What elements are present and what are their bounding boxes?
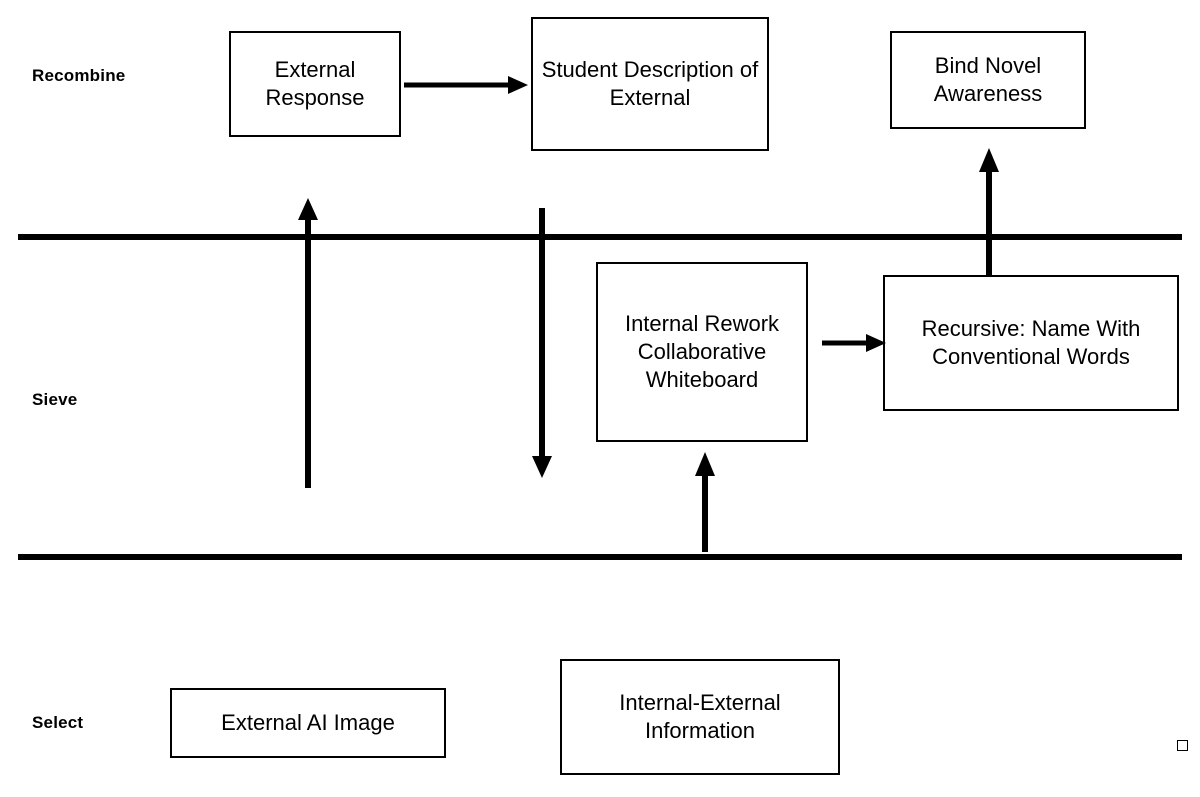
corner-marker-square xyxy=(1177,740,1188,751)
node-internal-rework-collaborative-whiteboard[interactable]: Internal Rework Collaborative Whiteboard xyxy=(596,262,808,442)
node-external-ai-image[interactable]: External AI Image xyxy=(170,688,446,758)
node-bind-novel-awareness[interactable]: Bind Novel Awareness xyxy=(890,31,1086,129)
divider-lower xyxy=(18,554,1182,560)
arrow-down-from-recombine-into-sieve xyxy=(530,208,554,478)
arrow-recursive-up-to-bind-novel-awareness xyxy=(977,148,1001,276)
row-label-select: Select xyxy=(32,713,84,732)
arrow-internal-rework-to-recursive-name xyxy=(822,332,888,354)
node-external-response[interactable]: External Response xyxy=(229,31,401,137)
node-recursive-name-with-conventional-words[interactable]: Recursive: Name With Conventional Words xyxy=(883,275,1179,411)
arrow-up-through-sieve-to-recombine xyxy=(296,198,320,488)
node-student-description-of-external[interactable]: Student Description of External xyxy=(531,17,769,151)
arrow-select-up-to-internal-rework xyxy=(693,452,717,552)
row-label-sieve: Sieve xyxy=(32,390,78,409)
node-internal-external-information[interactable]: Internal-External Information xyxy=(560,659,840,775)
row-label-recombine: Recombine xyxy=(32,66,126,85)
arrow-external-response-to-student-description xyxy=(404,74,530,96)
divider-upper xyxy=(18,234,1182,240)
